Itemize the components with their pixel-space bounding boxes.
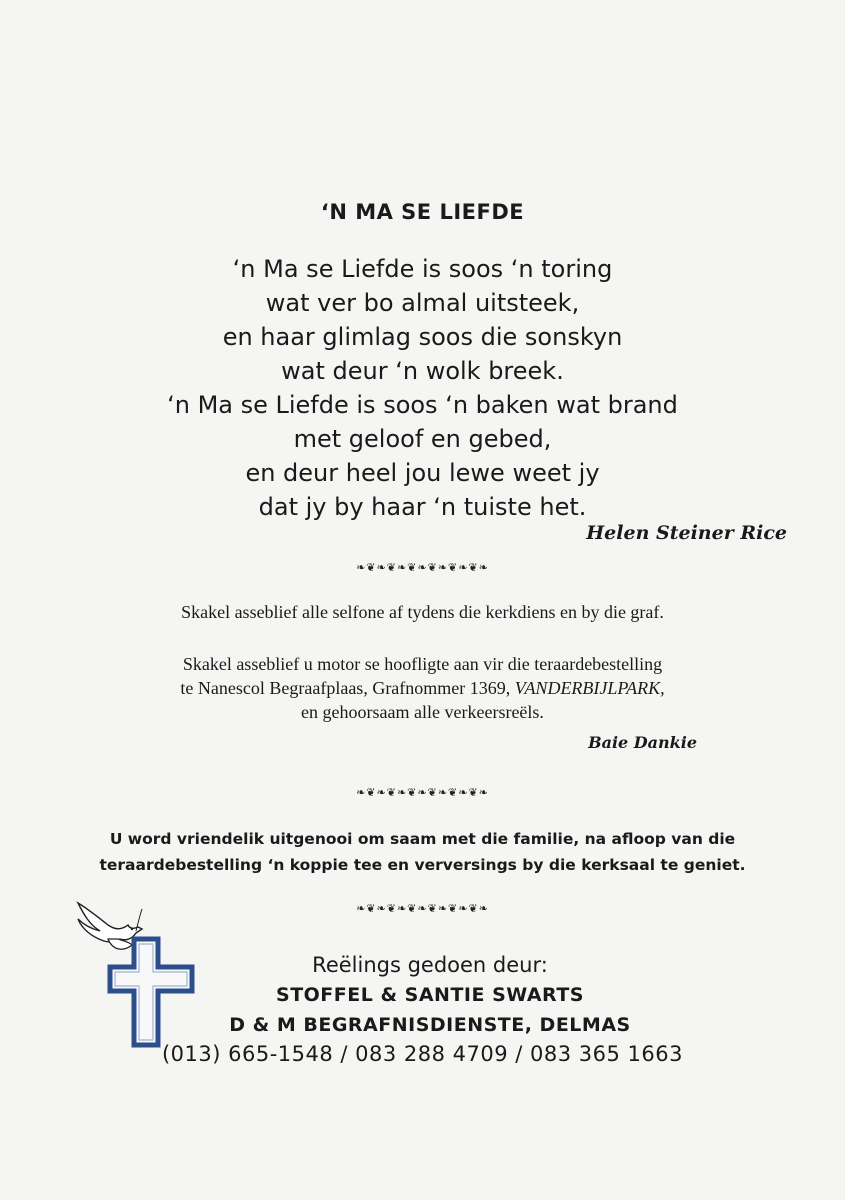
poem-author: Helen Steiner Rice	[586, 522, 787, 544]
cemetery-text: te Nanescol Begraafplaas, Grafnommer 1369,	[180, 678, 511, 698]
funeral-company: D & M BEGRAFNISDIENSTE, DELMAS	[229, 1014, 631, 1036]
poem-line: ‘n Ma se Liefde is soos ‘n baken wat brand	[167, 391, 678, 419]
poem-title: ‘N MA SE LIEFDE	[320, 200, 525, 224]
tea-invitation	[0, 826, 845, 878]
poem-line: met geloof en gebed,	[293, 425, 552, 453]
arrangements-label: Reëlings gedoen deur:	[312, 953, 548, 977]
place-name: VANDERBIJLPARK,	[514, 678, 665, 698]
poem-line: wat deur ‘n wolk breek.	[281, 357, 564, 385]
poem-line: dat jy by haar ‘n tuiste het.	[258, 493, 587, 521]
arranger-names: STOFFEL & SANTIE SWARTS	[276, 984, 584, 1006]
headlights-line-1: Skakel asseblief u motor se hoofligte aan vir die teraardebestelling	[182, 654, 663, 674]
headlights-line-2	[0, 676, 845, 700]
funeral-arrangements	[160, 950, 700, 1040]
poem-line: en haar glimlag soos die sonskyn	[222, 323, 623, 351]
headlights-line-3: en gehoorsaam alle verkeersreëls.	[301, 702, 544, 722]
invitation-line-2: teraardebestelling ‘n koppie tee en verversings by die kerksaal te geniet.	[99, 856, 746, 874]
poem-line: wat ver bo almal uitsteek,	[265, 289, 580, 317]
ornament-divider: ❧❦❧❦❧❦❧❦❧❦❧❦❧	[356, 561, 489, 574]
thanks-signoff: Baie Dankie	[588, 733, 697, 752]
contact-numbers: (013) 665-1548 / 083 288 4709 / 083 365 1663	[161, 1042, 684, 1066]
ornament-divider: ❧❦❧❦❧❦❧❦❧❦❧❦❧	[356, 786, 489, 799]
headlights-notice	[0, 652, 845, 724]
poem-line: ‘n Ma se Liefde is soos ‘n toring	[232, 255, 613, 283]
ornament-divider: ❧❦❧❦❧❦❧❦❧❦❧❦❧	[356, 902, 489, 915]
poem-line: en deur heel jou lewe weet jy	[245, 459, 600, 487]
invitation-line-1: U word vriendelik uitgenooi om saam met die familie, na afloop van die	[109, 830, 736, 848]
cellphone-notice: Skakel asseblief alle selfone af tydens die kerkdiens en by die graf.	[181, 602, 664, 622]
poem	[0, 252, 845, 524]
